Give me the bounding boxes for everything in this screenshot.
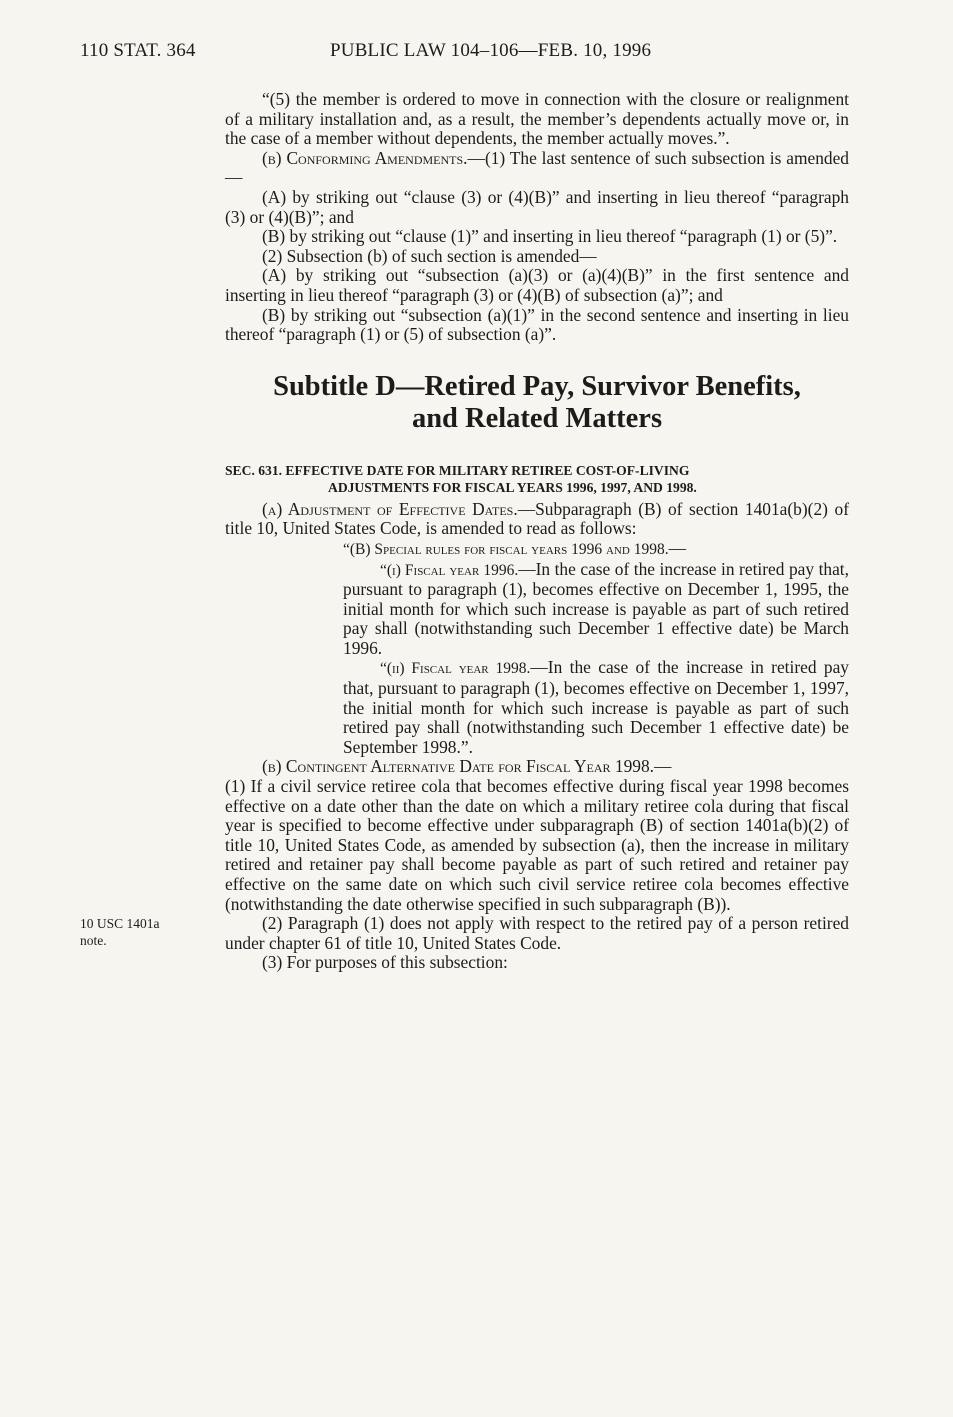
body-column [225, 90, 849, 973]
subtitle-line-1: Subtitle D—Retired Pay, Survivor Benefits, [273, 370, 801, 402]
paragraph-conforming-amendments [225, 149, 849, 188]
public-law-citation: PUBLIC LAW 104–106—FEB. 10, 1996 [330, 40, 652, 61]
paragraph-b1A: (A) by striking out “clause (3) or (4)(B)” and inserting in lieu thereof “paragraph (3) or (4)(B)”; and [225, 186, 849, 227]
margin-note [80, 915, 200, 949]
subtitle-heading [225, 371, 849, 435]
margin-note-citation: 10 USC 1401a [80, 916, 160, 931]
conforming-amendments-label: (b) Conforming Amendments. [262, 147, 468, 168]
paragraph-b2: (2) Subsection (b) of such section is amended— [262, 245, 597, 266]
clause-ii-label: “(ii) Fiscal year 1998. [380, 660, 531, 678]
paragraph-b-heading [225, 757, 849, 777]
section-heading [225, 462, 849, 496]
subtitle-line-2: and Related Matters [411, 402, 663, 434]
special-rules-dash: — [668, 537, 686, 558]
paragraph-b2B: (B) by striking out “subsection (a)(1)” in the second sentence and inserting in lieu thereof “paragraph (1) or (5) of subsection (a)”. [225, 304, 849, 345]
conforming-amendments-text: —(1) The last sentence of such subsection is amended— [225, 147, 849, 188]
adjustment-label: (a) Adjustment of Effective Dates. [262, 498, 518, 519]
subparagraph-B-heading [225, 539, 849, 560]
margin-note-label: note. [80, 933, 107, 948]
paragraph-b1B: (B) by striking out “clause (1)” and inserting in lieu thereof “paragraph (1) or (5)”. [262, 226, 838, 247]
clause-i-text: —In the case of the increase in retired pay that, pursuant to paragraph (1), becomes effective on December 1, 1995, the initial month for which such increase is payable as part of such retired pay shall (notwithstanding such December 1 effective date) be March 1996. [343, 558, 849, 658]
contingent-date-dash: — [654, 756, 672, 777]
section-heading-line-2: ADJUSTMENTS FOR FISCAL YEARS 1996, 1997, AND 1998. [328, 479, 697, 495]
running-head [80, 40, 845, 70]
paragraph-item-5: “(5) the member is ordered to move in connection with the closure or realignment of a military installation and, as a result, the member’s dependents actually move or, in the case of a member without dependents, the member actually moves.”. [225, 89, 849, 149]
paragraph-b-3: (3) For purposes of this subsection: [262, 952, 508, 973]
paragraph-a [225, 500, 849, 539]
section-heading-line-1: SEC. 631. EFFECTIVE DATE FOR MILITARY RETIREE COST-OF-LIVING [225, 462, 690, 478]
contingent-date-label: (b) Contingent Alternative Date for Fiscal Year 1998. [262, 756, 655, 777]
adjustment-text: —Subparagraph (B) of section 1401a(b)(2) of title 10, United States Code, is amended to read as follows: [225, 498, 849, 539]
statute-page-number: 110 STAT. 364 [80, 40, 196, 61]
clause-i [225, 560, 849, 659]
clause-i-label: “(i) Fiscal year 1996. [380, 561, 519, 579]
paragraph-b2A: (A) by striking out “subsection (a)(3) or (a)(4)(B)” in the first sentence and inserting in lieu thereof “paragraph (3) or (4)(B) of subsection (a)”; and [225, 265, 849, 305]
clause-ii [225, 658, 849, 757]
paragraph-b-2: (2) Paragraph (1) does not apply with respect to the retired pay of a person retired under chapter 61 of title 10, United States Code. [225, 913, 849, 953]
paragraph-b-1: (1) If a civil service retiree cola that becomes effective during fiscal year 1998 becomes effective on a date other than the date on which a military retiree cola during that fiscal year is specified to become effective under subparagraph (B) of section 1401a(b)(2) of title 10, United States Code, as amended by subsection (a), then the increase in military retired and retainer pay shall become payable as part of such retired and retainer pay effective on the same date on which such civil service retiree cola becomes effective (notwithstanding the date otherwise specified in such subparagraph (B)). [225, 776, 849, 914]
clause-ii-text: —In the case of the increase in retired pay that, pursuant to paragraph (1), becomes effective on December 1, 1997, the initial month for which such increase is payable as part of such retired pay shall (notwithstanding such December 1 effective date) be September 1998.”. [343, 657, 849, 757]
special-rules-label: “(B) Special rules for fiscal years 1996 and 1998. [343, 540, 669, 558]
